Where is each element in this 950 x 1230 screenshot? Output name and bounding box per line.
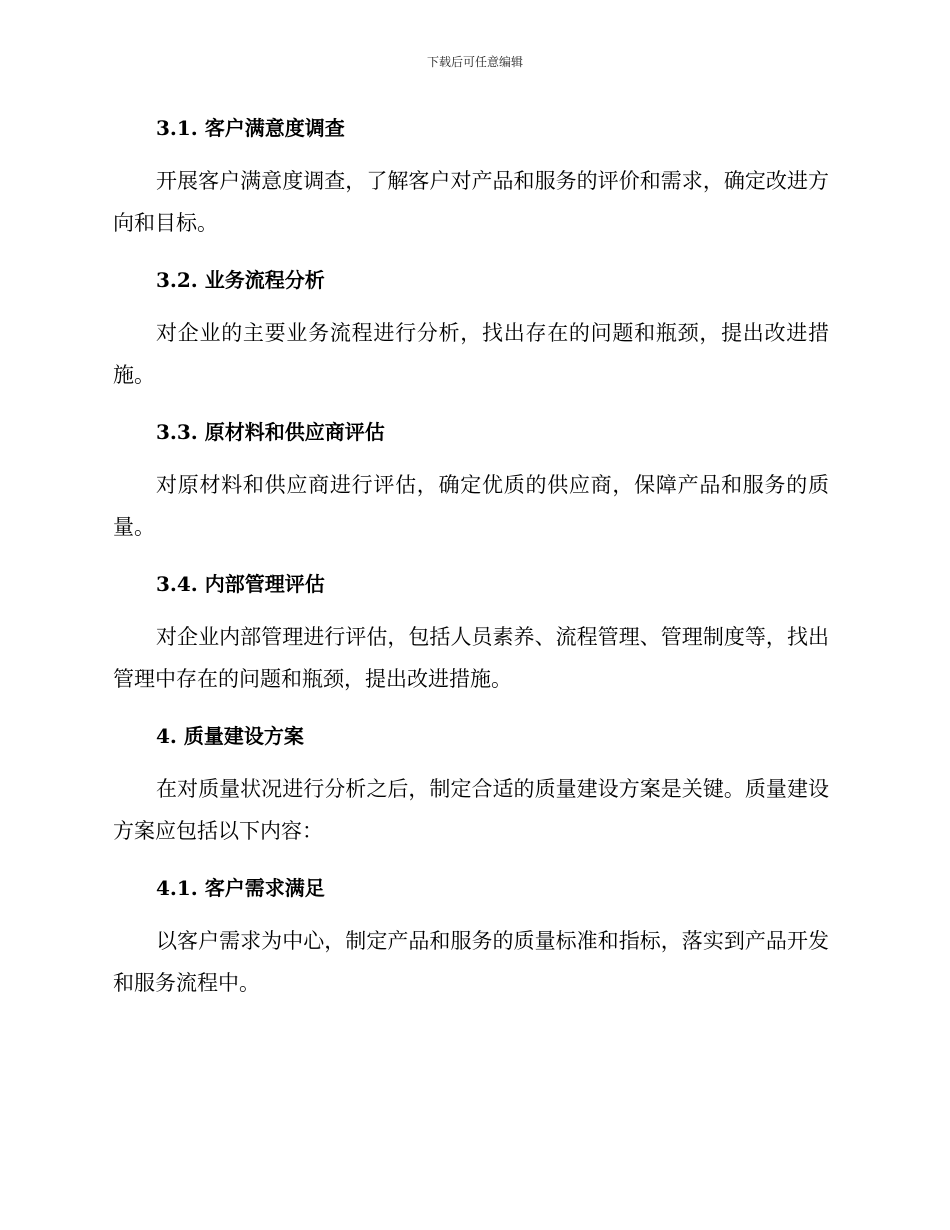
section-heading: 4.1. 客户需求满足 bbox=[156, 876, 325, 900]
document-body bbox=[113, 108, 829, 1020]
section-heading: 3.2. 业务流程分析 bbox=[156, 268, 325, 292]
section-paragraph: 对企业的主要业务流程进行分析，找出存在的问题和瓶颈，提出改进措施。 bbox=[113, 321, 829, 387]
section-heading: 4. 质量建设方案 bbox=[156, 724, 304, 748]
section-heading: 3.4. 内部管理评估 bbox=[156, 572, 325, 596]
section-4-1 bbox=[113, 868, 829, 1004]
section-4 bbox=[113, 716, 829, 852]
section-3-1 bbox=[113, 108, 829, 244]
section-paragraph: 以客户需求为中心，制定产品和服务的质量标准和指标，落实到产品开发和服务流程中。 bbox=[113, 929, 829, 995]
section-paragraph: 在对质量状况进行分析之后，制定合适的质量建设方案是关键。质量建设方案应包括以下内容： bbox=[113, 777, 829, 843]
section-heading: 3.1. 客户满意度调查 bbox=[156, 116, 345, 140]
section-paragraph: 对原材料和供应商进行评估，确定优质的供应商，保障产品和服务的质量。 bbox=[113, 473, 829, 539]
section-3-4 bbox=[113, 564, 829, 700]
section-heading: 3.3. 原材料和供应商评估 bbox=[156, 420, 385, 444]
section-paragraph: 对企业内部管理进行评估，包括人员素养、流程管理、管理制度等，找出管理中存在的问题和瓶颈，提出改进措施。 bbox=[113, 625, 829, 691]
section-paragraph: 开展客户满意度调查，了解客户对产品和服务的评价和需求，确定改进方向和目标。 bbox=[113, 169, 829, 235]
section-3-3 bbox=[113, 412, 829, 548]
section-3-2 bbox=[113, 260, 829, 396]
page-header: 下载后可任意编辑 bbox=[426, 55, 523, 69]
